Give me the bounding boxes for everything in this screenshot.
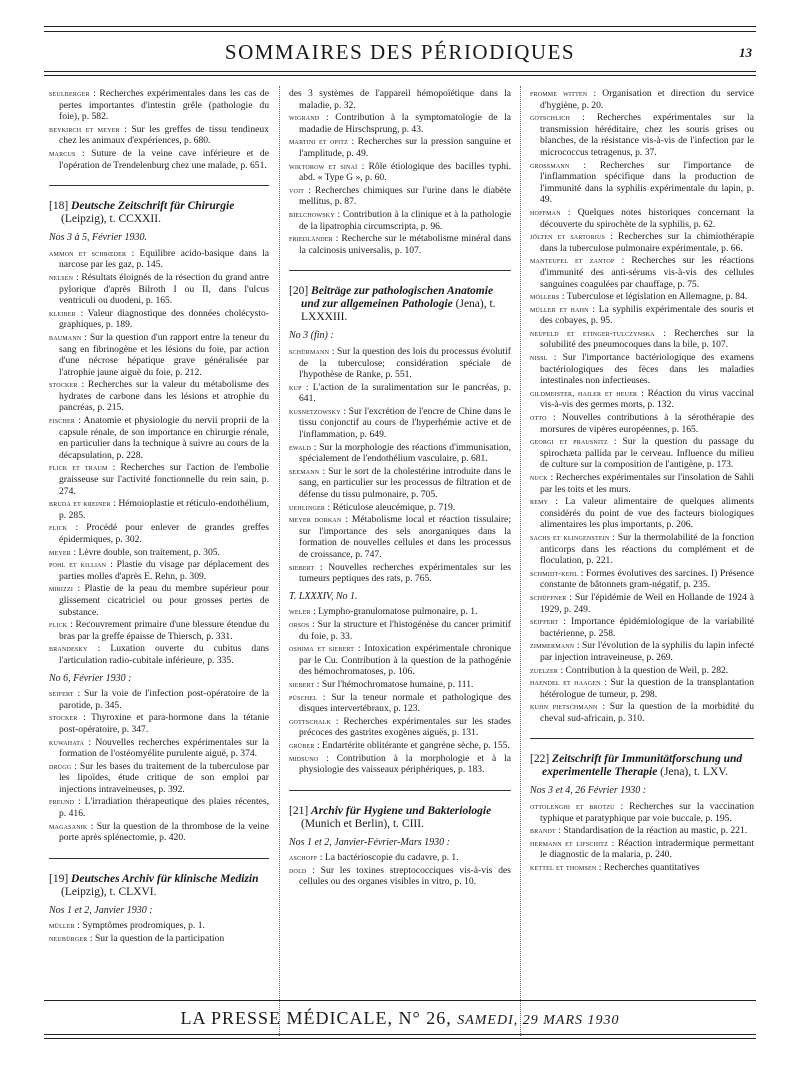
citation-entry: stocker : Recherches sur la valeur du métabolisme des hydrates de carbone dans les lésions et atrophie du pancréas, p. 215.: [49, 379, 269, 414]
column-divider: [279, 86, 280, 1036]
citation-entry: zuelzer : Contribution à la question de Weil, p. 282.: [530, 664, 729, 676]
citation-entry: oshima et siebert : Intoxication expérimentale chronique par le Cu. Contribution à la question de la pathogénie des hémochromatoses, p. 106.: [289, 643, 511, 678]
column-1: [49, 88, 269, 946]
citation-entry: friedländer : Recherche sur le métabolisme minéral dans la calcinosis universalis, p. 107.: [289, 233, 511, 256]
citation-entry: püschel : Sur la teneur normale et pathologique des disques intervertébraux, p. 123.: [289, 691, 511, 715]
citation-entry: flick : Recouvrement primaire d'une blessure étendue du bras par la greffe épaisse de Thiersch, p. 331.: [49, 619, 269, 642]
journal-heading: [21] Archiv für Hygiene und Bakteriologie (Munich et Berlin), t. CIII.: [289, 804, 492, 830]
footer-publication: LA PRESSE MÉDICALE, N° 26,: [180, 1008, 452, 1028]
citation-entry: magasanik : Sur la question de la thrombose de la veine porte après splénectomie, p. 420.: [49, 820, 270, 844]
citation-entry: gildmeister, hailer et heuer : Réaction du virus vaccinal vis-à-vis des germes morts, p. 132.: [530, 387, 754, 411]
citation-entry: midsuno : Contribution à la morphologie et à la physiologie des vaisseaux périphériques, p. 183.: [289, 752, 511, 776]
citation-entry: seifert : Sur la voie de l'infection post-opératoire de la parotide, p. 345.: [49, 688, 269, 711]
journal-heading: [22] Zeitschrift für Immunitätforschung und experimentelle Therapie (Jena), t. LXV.: [530, 753, 743, 779]
issue-heading: Nos 1 et 2, Janvier-Février-Mars 1930 :: [289, 836, 450, 848]
citation-entry: flick : Procédé pour enlever de grandes greffes épidermiques, p. 302.: [49, 522, 269, 545]
citation-entry: weler : Lympho-granulomatose pulmonaire, p. 1.: [289, 606, 478, 618]
citation-entry: freund : L'irradiation thérapeutique des plaies récentes, p. 416.: [49, 796, 269, 820]
footer-rule-2: [44, 1034, 756, 1035]
column-3: [530, 88, 754, 875]
journal-heading: [20] Beiträge zur pathologischen Anatomie und zur allgemeinen Pathologie (Jena), t. LXXXIII.: [289, 285, 496, 324]
page-number: 13: [739, 45, 752, 60]
citation-entry: remy : La valeur alimentaire de quelques aliments considérés du point de vue des facteurs biologiques alimentaires les plus importants, p. 206.: [530, 496, 754, 531]
citation-entry: hermann et lifschitz : Réaction intradermique permettant le diagnostic de la malaria, p. 240.: [530, 837, 754, 861]
citation-entry: orsos : Sur la structure et l'histogénèse du cancer primitif du foie, p. 33.: [289, 618, 511, 642]
citation-entry: kup : L'action de la suralimentation sur le pancréas, p. 641.: [289, 381, 511, 405]
section-separator: [530, 738, 754, 739]
citation-entry: gottschalk : Recherches expérimentales sur les stades précoces des gastrites exogènes aiguës, p. 131.: [289, 715, 511, 739]
citation-entry: kusnetzowsky : Sur l'excrétion de l'encre de Chine dans le tissu conjonctif au cours de l'hyperhémie active et de l'inflammation, p. 649.: [289, 405, 511, 441]
citation-entry: marcus : Suture de la veine cave inférieure et de l'opération de Trendelenburg chez une malade, p. 651.: [49, 147, 269, 171]
top-rule-2: [44, 31, 756, 32]
citation-entry: ammon et schrœder : Equilibre acido-basique dans la narcose par les gaz, p. 145.: [49, 247, 269, 271]
citation-entry: bielchowsky : Contribution à la clinique et à la pathologie de la lipatrophia circumscripta, p. 96.: [289, 208, 511, 232]
issue-heading: No 3 (fin) :: [289, 330, 334, 342]
citation-entry: voit : Recherches chimiques sur l'urine dans le diabète mellitus, p. 87.: [289, 184, 511, 208]
citation-entry: martini et opitz : Recherches sur la pression sanguine et l'amplitude, p. 49.: [289, 136, 512, 159]
citation-entry: brandt : Standardisation de la réaction au mastic, p. 221.: [530, 825, 748, 837]
footer-date: SAMEDI, 29 MARS 1930: [457, 1013, 620, 1028]
citation-entry: stocker : Thyroxine et para-hormone dans la tétanie post-opératoire, p. 347.: [49, 712, 269, 735]
citation-entry: neufeld et etinger-tulczynska : Recherches sur la solubilité des pneumocoques dans la bile, p. 107.: [530, 327, 754, 351]
citation-entry: haendel et haagen : Sur la question de la transplantation hétérologue de tumeur, p. 298.: [530, 677, 755, 700]
citation-entry: neubürger : Sur la question de la participation: [49, 933, 225, 945]
section-separator: [49, 858, 269, 859]
citation-entry: drügg : Sur les bases du traitement de la tuberculose par les lipoïdes, étude critique de son emploi par injections intraveineuses, p. 392.: [49, 760, 269, 795]
citation-entry: beykirch et meyer : Sur les greffes de tissu tendineux chez les animaux d'expériences, p. 680.: [49, 123, 270, 147]
citation-entry: manteufel et zantop : Recherches sur les réactions d'immunité des anti-sérums vis-à-vis des cellules sanguines coagulées par chauffage, p. 75.: [530, 255, 754, 290]
issue-heading: Nos 3 à 5, Février 1930.: [49, 232, 148, 244]
section-separator: [49, 185, 269, 186]
citation-entry: ewald : Sur la morphologie des réactions d'immunisation, spécialement de l'endothélium vasculaire, p. 681.: [289, 441, 511, 465]
citation-entry: seemann : Sur le sort de la cholestérine introduite dans le sang, en particulier sur les processus de filtration et de défense du tissu pulmonaire, p. 705.: [289, 465, 511, 501]
header-rule-2: [44, 75, 756, 76]
citation-entry: meyer : Lèvre double, son traitement, p. 305.: [49, 546, 220, 558]
citation-entry: fromme witten : Organisation et direction du service d'hygiène, p. 20.: [530, 88, 754, 111]
citation-entry: wiktorow et sinaï : Rôle étiologique des bacilles typhi. abd. « Type G », p. 60.: [289, 160, 511, 184]
journal-heading: [18] Deutsche Zeitschrift für Chirurgie (Leipzig), t. CCXXII.: [49, 200, 235, 226]
citation-entry: schmidt-kehl : Formes évolutives des sarcines. I) Présence constante de bâtonnets gram-négatif, p. 235.: [530, 567, 754, 591]
top-rule-1: [44, 26, 756, 27]
citation-entry: kleiber : Valeur diagnostique des données cholécysto-graphiques, p. 189.: [49, 307, 269, 331]
issue-heading: Nos 1 et 2, Janvier 1930 :: [49, 904, 153, 916]
citation-entry: seiffert : Importance épidémiologique de la variabilité bactérienne, p. 258.: [530, 616, 754, 639]
citation-entry: seulberger : Recherches expérimentales dans les cas de pertes importantes d'intestin grêle (pathologie du foie), p. 582.: [49, 88, 269, 123]
citation-entry: hoffman : Quelques notes historiques concernant la découverte du spirochète de la syphilis, p. 62.: [530, 206, 754, 230]
citation-entry: nissl : Sur l'importance bactériologique des examens bactériologiques des fèces dans les maladies intestinales non infectieuses.: [530, 352, 754, 387]
citation-entry: otto : Nouvelles contributions à la sérothérapie des morsures de vipères européennes, p. 165.: [530, 412, 754, 435]
issue-heading: Nos 3 et 4, 26 Février 1930 :: [530, 785, 647, 797]
footer-rule-3: [44, 1038, 756, 1039]
citation-entry: mirizzi : Plastie de la peau du membre supérieur pour glissement cicatriciel ou pour grosses pertes de substance.: [49, 583, 269, 618]
citation-entry: kuwahata : Nouvelles recherches expérimentales sur la formation de l'ostéomyélite purulente aiguë, p. 374.: [49, 736, 269, 760]
issue-heading: No 6, Février 1930 :: [49, 672, 132, 684]
header-rule-1: [44, 71, 756, 72]
citation-entry: jölten et sartorius : Recherches sur la chimiothérapie dans la tuberculose pulmonaire expérimentale, p. 66.: [530, 231, 754, 254]
footer-rule-1: [44, 1000, 756, 1001]
citation-entry: kettel et thomsen : Recherches quantitatives: [530, 862, 700, 874]
column-divider: [520, 86, 521, 1036]
citation-entry: wigrand : Contribution à la symptomatologie de la madadie de Hirschsprung, p. 43.: [289, 112, 511, 135]
citation-entry: siebert : Nouvelles recherches expérimentales sur les tumeurs peptiques des rats, p. 765.: [289, 561, 511, 585]
citation-entry: kuhn pietschmann : Sur la question de la morbidité du cheval sud-africain, p. 310.: [530, 701, 754, 724]
citation-entry: pohl et killian : Plastie du visage par déplacement des parties molles d'après E. Rehn, p. 309.: [49, 559, 269, 582]
citation-entry: sachs et klingenstein : Sur la thermolabilité de la fonction anticorps dans les réactions du complément et de floculation, p. 221.: [530, 531, 754, 567]
citation-entry: uehlinger : Réticulose aleucémique, p. 719.: [289, 501, 456, 513]
citation-entry: schüffner : Sur l'épidémie de Weil en Hollande de 1924 à 1929, p. 249.: [530, 591, 754, 615]
citation-entry: meyer dorkan : Métabolisme local et réaction tissulaire; sur l'importance des sels anorganiques dans la formation de nouvelles cellules et dans les processus de croissance, p. 747.: [289, 514, 511, 560]
citation-entry: bruda et kreiner : Hémoioplastie et réticulo-endothélium, p. 285.: [49, 498, 269, 521]
column-2: [289, 88, 511, 889]
section-separator: [289, 270, 511, 271]
citation-entry: ottolenghi et brotzu : Recherches sur la vaccination typhique et paratyphique par voie buccale, p. 195.: [530, 801, 754, 824]
citation-entry: zimmermann : Sur l'évolution de la syphilis du lapin infecté par injection intraveineuse, p. 269.: [530, 640, 754, 663]
citation-entry: müller et hahn : La syphilis expérimentale des souris et des cobayes, p. 95.: [530, 303, 754, 327]
citation-entry: des 3 systèmes de l'appareil hémopoïétique dans la maladie, p. 32.: [289, 88, 511, 111]
citation-entry: baumann : Sur la question d'un rapport entre la teneur du sang en fibrinogène et les lésions du foie, par action d'une nécrose hépatique grave généralisée par l'atrophie jaune aiguë du foie, p. 212.: [49, 331, 269, 378]
citation-entry: flick et traum : Recherches sur l'action de l'embolie graisseuse sur l'activité fonctionnelle du rein sain, p. 274.: [49, 462, 269, 497]
citation-entry: nelsen : Résultats éloignés de la résection du grand antre pylorique d'après Bilroth I ou II, dans l'ulcus ventriculi ou duodeni, p. 165.: [49, 271, 270, 307]
journal-heading: [19] Deutsches Archiv für klinische Medizin (Leipzig), t. CLXVI.: [49, 872, 259, 898]
citation-entry: grossmann : Recherches sur l'importance de l'inflammation spécifique dans la production de l'immunité dans la syphilis expérimentale du lapin, p. 49.: [530, 159, 754, 206]
citation-entry: schürmann : Sur la question des lois du processus évolutif de la tuberculose; considération spéciale de l'hypothèse de Ranke, p. 551.: [289, 345, 511, 381]
citation-entry: gotschlich : Recherches expérimentales sur la transmission héréditaire, chez les souris grises ou blanches, de la résistance vis-à-vis de l'infection par le micrococcus tetragenus, p. 37.: [530, 112, 754, 158]
citation-entry: nuck : Recherches expérimentales sur l'insolation de Sahli par les toits et les murs.: [530, 472, 755, 495]
citation-entry: möllers : Tuberculose et législation en Allemagne, p. 84.: [530, 291, 748, 303]
page-footer: [0, 1008, 800, 1029]
page-title: SOMMAIRES DES PÉRIODIQUES: [224, 40, 576, 64]
citation-entry: aschoff : La bactérioscopie du cadavre, p. 1.: [289, 852, 459, 864]
citation-entry: müller : Symptômes prodromiques, p. 1.: [49, 920, 205, 932]
citation-entry: dold : Sur les toxines streptococciques vis-à-vis des cellules ou des organes visibles in vitro, p. 10.: [289, 864, 512, 888]
citation-entry: grüber : Endartérite oblitérante et gangrène sèche, p. 155.: [289, 739, 510, 751]
issue-heading: T. LXXXIV, No 1.: [289, 590, 358, 602]
citation-entry: fischer : Anatomie et physiologie du nervii proprii de la capsule rénale, de son importance en chirurgie rénale, en particulier dans la technique à suivre au cours de la décapsulation, p. 228.: [49, 415, 269, 461]
citation-entry: siebert : Sur l'hémochromatose humaine, p. 111.: [289, 678, 474, 690]
citation-entry: georgi et prausnitz : Sur la question du passage du spirochæta pallida par le cerveau. Influence du milieu de culture sur la composition de l'antigène, p. 173.: [530, 436, 754, 471]
section-separator: [289, 790, 511, 791]
citation-entry: brandesky : Luxation ouverte du cubitus dans l'articulation radio-cubitale inférieure, p. 335.: [49, 643, 269, 666]
